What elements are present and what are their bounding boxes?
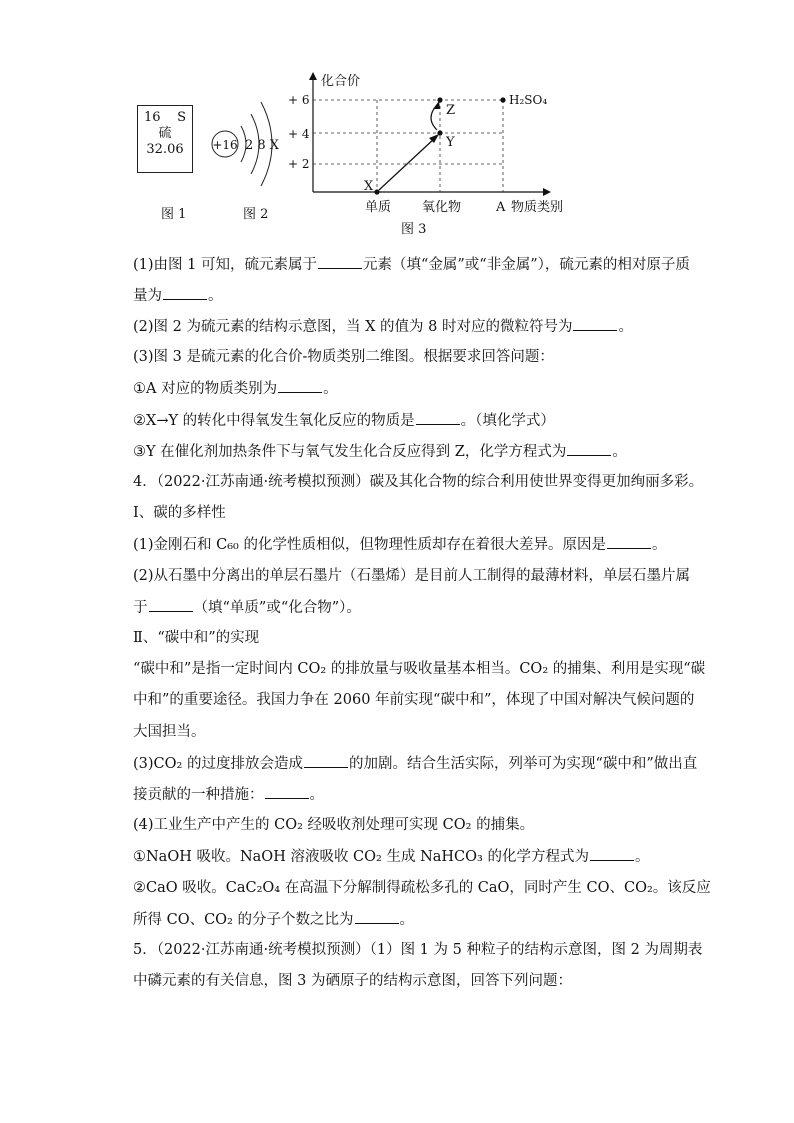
y-tick-4: + 4 xyxy=(288,127,310,141)
label-z: Z xyxy=(446,103,456,118)
answer-blank[interactable] xyxy=(304,753,348,768)
text-segment: 。（填化学式） xyxy=(460,413,555,429)
text-segment: (1)由图 1 可知，硫元素属于 xyxy=(133,257,317,273)
text-segment: 。 xyxy=(651,537,667,553)
text-line xyxy=(133,846,649,867)
text-segment: 中和”的重要途径。我国力争在 2060 年前实现“碳中和”，体现了中国对解决气候问题的 xyxy=(133,692,695,708)
x-category-element: 单质 xyxy=(365,200,392,215)
text-line xyxy=(133,784,324,805)
text-line xyxy=(133,722,206,742)
label-x: X xyxy=(364,179,374,194)
text-segment: Ⅰ、碳的多样性 xyxy=(133,505,226,521)
point-z xyxy=(437,97,442,102)
x-axis-label: 物质类别 xyxy=(511,200,564,215)
text-segment: 。 xyxy=(208,288,223,304)
text-line xyxy=(133,878,711,898)
text-segment: ①NaOH 吸收。NaOH 溶液吸收 CO₂ 生成 NaHCO₃ 的化学方程式为 xyxy=(133,849,589,865)
text-segment: 所得 CO、CO₂ 的分子个数之比为 xyxy=(133,912,354,928)
x-category-oxide: 氧化物 xyxy=(422,200,462,215)
answer-blank[interactable] xyxy=(355,909,399,924)
text-line xyxy=(133,472,703,492)
answer-blank[interactable] xyxy=(265,784,309,799)
answer-blank[interactable] xyxy=(318,254,362,269)
text-segment: (2)图 2 为硫元素的结构示意图，当 X 的值为 8 时对应的微粒符号为 xyxy=(133,319,573,335)
text-line xyxy=(133,815,534,835)
point-h2so4 xyxy=(500,97,505,102)
answer-blank[interactable] xyxy=(607,534,651,549)
shell-electrons: 2 8 X xyxy=(245,138,280,153)
text-segment: 的加剧。结合生活实际，列举可为实现“碳中和”做出直 xyxy=(348,756,698,772)
point-x xyxy=(374,189,379,194)
answer-blank[interactable] xyxy=(416,410,460,425)
text-segment: 。 xyxy=(618,319,633,335)
text-segment: 量为 xyxy=(133,288,162,304)
text-segment: 元素（填“金属”或“非金属”），硫元素的相对原子质 xyxy=(362,257,690,273)
figure3-caption: 图 3 xyxy=(401,222,427,237)
figure1-caption: 图 1 xyxy=(161,207,187,222)
text-segment: 于 xyxy=(133,600,148,616)
text-line xyxy=(133,534,666,555)
y-axis-arrow xyxy=(309,72,317,80)
text-line xyxy=(133,285,223,306)
text-segment: ②CaO 吸收。CaC₂O₄ 在高温下分解制得疏松多孔的 CaO，同时产生 CO、CO₂。该反应 xyxy=(133,880,711,896)
text-segment: “碳中和”是指一定时间内 CO₂ 的排放量与吸收量基本相当。CO₂ 的捕集、利用是实现“碳 xyxy=(133,661,706,677)
text-line xyxy=(133,254,690,275)
element-symbol: S xyxy=(177,110,186,125)
text-line xyxy=(133,566,690,586)
element-name: 硫 xyxy=(158,126,172,141)
text-line xyxy=(133,597,361,618)
text-line xyxy=(133,347,554,367)
x-category-a: A xyxy=(496,200,506,215)
answer-blank[interactable] xyxy=(149,597,193,612)
text-line xyxy=(133,378,338,399)
text-line xyxy=(133,753,697,774)
y-tick-6: + 6 xyxy=(288,93,310,107)
text-segment: 。 xyxy=(323,381,338,397)
answer-blank[interactable] xyxy=(163,285,207,300)
text-line xyxy=(133,971,572,991)
text-segment: 。 xyxy=(309,787,324,803)
text-line xyxy=(133,316,633,337)
text-segment: (4)工业生产中产生的 CO₂ 经吸收剂处理可实现 CO₂ 的捕集。 xyxy=(133,817,535,833)
text-line xyxy=(133,441,627,462)
label-y: Y xyxy=(446,135,455,150)
text-line xyxy=(133,628,259,648)
text-segment: ②X→Y 的转化中得氧发生氧化反应的物质是 xyxy=(133,413,415,429)
answer-blank[interactable] xyxy=(567,441,611,456)
text-segment: Ⅱ、“碳中和”的实现 xyxy=(133,630,260,646)
y-tick-2: + 2 xyxy=(288,157,310,171)
text-segment: ③Y 在催化剂加热条件下与氧气发生化合反应得到 Z，化学方程式为 xyxy=(133,444,567,460)
text-segment: (3)图 3 是硫元素的化合价-物质类别二维图。根据要求回答问题： xyxy=(133,349,554,365)
label-h2so4: H₂SO₄ xyxy=(509,93,548,107)
text-segment: （填“单质”或“化合物”）。 xyxy=(193,600,361,616)
text-line xyxy=(133,690,694,710)
text-segment: 中磷元素的有关信息，图 3 为硒原子的结构示意图，回答下列问题： xyxy=(133,973,572,989)
figure2-caption: 图 2 xyxy=(243,207,269,222)
answer-blank[interactable] xyxy=(590,846,634,861)
arrow-y-to-z-head xyxy=(433,101,440,109)
text-line xyxy=(133,940,702,960)
text-segment: 大国担当。 xyxy=(133,724,206,740)
atomic-number: 16 xyxy=(144,110,161,125)
text-line xyxy=(133,909,414,930)
text-segment: 4．（2022·江苏南通·统考模拟预测）碳及其化合物的综合利用使世界变得更加绚丽多彩。 xyxy=(133,474,704,490)
answer-blank[interactable] xyxy=(278,378,322,393)
text-segment: ①A 对应的物质类别为 xyxy=(133,381,278,397)
text-segment: 接贡献的一种措施： xyxy=(133,787,264,803)
text-segment: 。 xyxy=(399,912,414,928)
text-segment: (2)从石墨中分离出的单层石墨片（石墨烯）是目前人工制得的最薄材料，单层石墨片属 xyxy=(133,568,691,584)
text-line xyxy=(133,659,705,679)
atomic-mass: 32.06 xyxy=(146,142,184,157)
text-line xyxy=(133,503,226,523)
x-axis-arrow xyxy=(543,188,551,196)
text-segment: 。 xyxy=(612,444,627,460)
valence-category-chart xyxy=(285,72,585,237)
text-segment: 。 xyxy=(634,849,650,865)
nucleus-label: +16 xyxy=(212,138,238,152)
answer-blank[interactable] xyxy=(573,316,617,331)
text-segment: (3)CO₂ 的过度排放会造成 xyxy=(133,756,303,772)
element-card xyxy=(137,105,193,173)
element-card-top xyxy=(138,110,192,126)
text-segment: 5．（2022·江苏南通·统考模拟预测）（1）图 1 为 5 种粒子的结构示意图，图 2 为周期表 xyxy=(133,942,703,958)
atom-structure-diagram xyxy=(205,92,285,192)
text-line xyxy=(133,410,555,431)
y-axis-label: 化合价 xyxy=(321,74,361,89)
text-segment: (1)金刚石和 C₆₀ 的化学性质相似，但物理性质却存在着很大差异。原因是 xyxy=(133,537,606,553)
